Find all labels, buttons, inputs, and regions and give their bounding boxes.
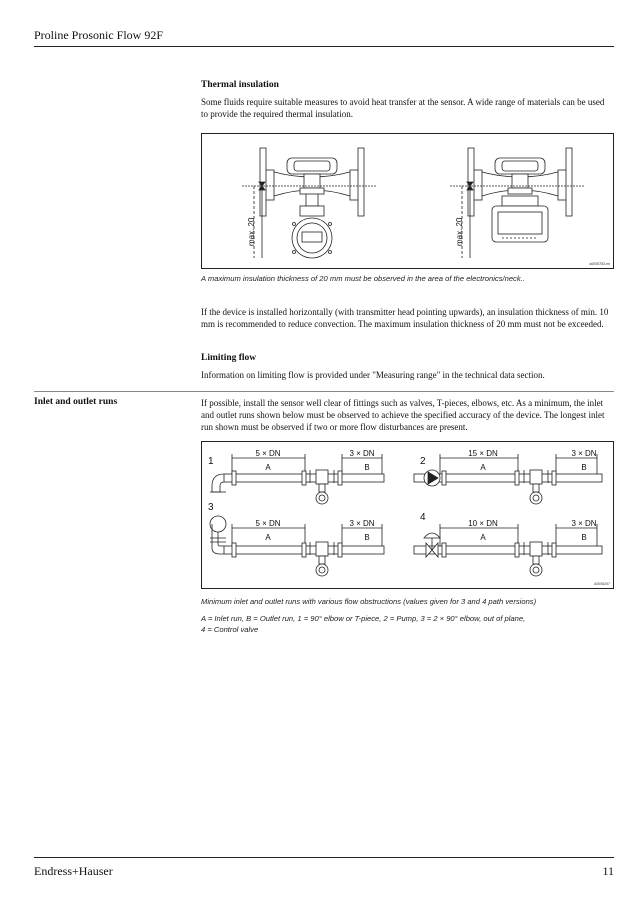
diagram-4-a: A bbox=[480, 533, 486, 542]
limiting-heading: Limiting flow bbox=[201, 353, 257, 363]
diagram-3-inlet: 5 × DN bbox=[255, 519, 281, 528]
thermal-caption: A maximum insulation thickness of 20 mm must be observed in the area of the electronics/neck.. bbox=[201, 274, 525, 283]
diagram-2-inlet: 15 × DN bbox=[468, 449, 498, 458]
inlet-paragraph: If possible, install the sensor well clear of fittings such as valves, T-pieces, elbows, etc. As a minimum, the inlet and outlet runs shown below must be observed to achieve the specified accuracy of the device. The longest inlet run shown must be observed if two or more flow disturbances are present. bbox=[201, 398, 605, 432]
diagram-3-outlet: 3 × DN bbox=[349, 519, 375, 528]
diagram-3-number: 3 bbox=[208, 502, 214, 513]
diagram-4-number: 4 bbox=[420, 512, 426, 523]
thermal-heading: Thermal insulation bbox=[201, 80, 279, 90]
inlet-figure bbox=[201, 441, 614, 589]
diagram-1-a: A bbox=[265, 463, 271, 472]
diagram-4-outlet: 3 × DN bbox=[571, 519, 597, 528]
diagram-2-b: B bbox=[581, 463, 587, 472]
diagram-2-a: A bbox=[480, 463, 486, 472]
footer-rule bbox=[34, 857, 614, 858]
diagram-1-number: 1 bbox=[208, 456, 214, 467]
thermal-paragraph-2: If the device is installed horizontally (with transmitter head pointing upwards), an insulation thickness of min. 10 mm is recommended to reduce convection. The maximum insulation thickness of 20 mm must not be exceeded. bbox=[201, 307, 609, 329]
header-rule bbox=[34, 46, 614, 47]
inlet-caption: Minimum inlet and outlet runs with various flow obstructions (values given for 3 and 4 path versions) bbox=[201, 597, 537, 606]
diagram-3-b: B bbox=[364, 533, 370, 542]
max-label-right: max. 20 bbox=[455, 217, 464, 246]
running-header: Proline Prosonic Flow 92F bbox=[34, 28, 164, 42]
diagram-1-outlet: 3 × DN bbox=[349, 449, 375, 458]
thermal-diagram bbox=[202, 134, 613, 268]
diagram-4-b: B bbox=[581, 533, 587, 542]
diagram-2-outlet: 3 × DN bbox=[571, 449, 597, 458]
diagram-1-inlet: 5 × DN bbox=[255, 449, 281, 458]
thermal-figure-id: a0005753-en bbox=[589, 262, 610, 266]
section-rule bbox=[34, 391, 614, 392]
inlet-figure-id: A0006207 bbox=[594, 582, 610, 586]
page-number: 11 bbox=[602, 864, 614, 878]
diagram-3-a: A bbox=[265, 533, 271, 542]
limiting-paragraph: Information on limiting flow is provided under "Measuring range" in the technical data section. bbox=[201, 370, 545, 380]
thermal-paragraph: Some fluids require suitable measures to avoid heat transfer at the sensor. A wide range of materials can be used to provide the required thermal insulation. bbox=[201, 97, 605, 119]
diagram-2-number: 2 bbox=[420, 456, 426, 467]
diagram-4-inlet: 10 × DN bbox=[468, 519, 498, 528]
inlet-sidehead: Inlet and outlet runs bbox=[34, 397, 118, 407]
max-label-left: max. 20 bbox=[247, 217, 256, 246]
inlet-diagram bbox=[202, 442, 613, 588]
thermal-figure bbox=[201, 133, 614, 269]
footer-brand: Endress+Hauser bbox=[34, 864, 113, 878]
diagram-1-b: B bbox=[364, 463, 370, 472]
inlet-caption-legend: A = Inlet run, B = Outlet run, 1 = 90° elbow or T-piece, 2 = Pump, 3 = 2 × 90° elbow, out of plane, 4 = Control valve bbox=[201, 614, 526, 634]
